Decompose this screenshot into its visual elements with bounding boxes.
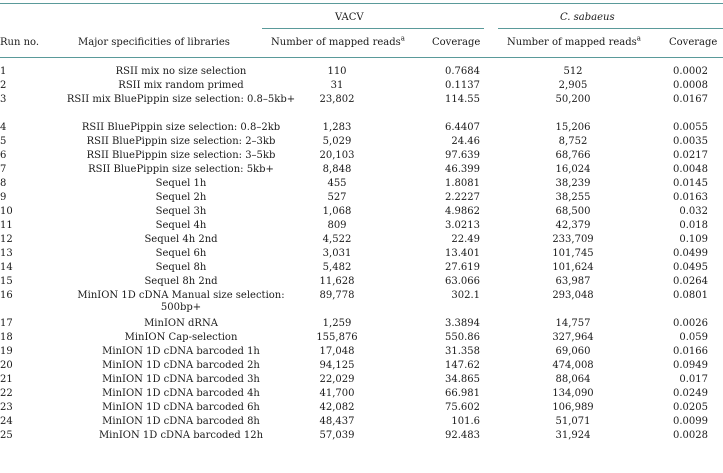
library-description: MinION 1D cDNA barcoded 2h [102,360,260,371]
coverage-vacv: 92.483 [445,430,480,441]
mapped-reads-csabaeus: 42,379 [555,220,591,231]
mapped-reads-vacv: 809 [327,220,347,231]
library-description: Sequel 8h 2nd [144,276,218,287]
mapped-reads-vacv: 17,048 [319,346,355,357]
coverage-csabaeus: 0.0801 [673,290,708,301]
mapped-reads-vacv: 527 [327,192,347,203]
library-description: Sequel 4h [155,220,207,231]
mapped-reads-csabaeus: 38,255 [555,192,591,203]
coverage-vacv: 75.602 [445,402,480,413]
coverage-csabaeus: 0.0026 [673,318,708,329]
coverage-csabaeus: 0.109 [679,234,708,245]
run-number: 16 [0,290,13,301]
library-description: RSII mix BluePippin size selection: 0.8–5kb+ [66,94,296,105]
coverage-vacv: 3.3894 [445,318,480,329]
run-number: 7 [0,164,7,175]
coverage-vacv: 31.358 [445,346,480,357]
mapped-reads-vacv: 5,029 [322,136,352,147]
coverage-vacv: 27.619 [445,262,480,273]
mapped-reads-csabaeus: 68,500 [555,206,591,217]
coverage-vacv: 0.7684 [445,66,480,77]
coverage-vacv: 3.0213 [445,220,480,231]
mapped-reads-csabaeus: 327,964 [552,332,594,343]
mapped-reads-vacv: 11,628 [319,276,355,287]
run-number: 8 [0,178,7,189]
library-description: RSII BluePippin size selection: 0.8–2kb [81,122,281,133]
mapped-reads-csabaeus: 31,924 [555,430,591,441]
library-description: Sequel 3h [155,206,207,217]
mapped-reads-vacv: 22,029 [319,374,355,385]
coverage-csabaeus: 0.0055 [673,122,708,133]
coverage-csabaeus: 0.0099 [673,416,708,427]
mapped-reads-vacv: 4,522 [322,234,352,245]
mapped-reads-csabaeus: 134,090 [552,388,594,399]
mapped-reads-vacv: 155,876 [316,332,358,343]
library-description: MinION 1D cDNA barcoded 4h [102,388,260,399]
coverage-csabaeus: 0.0949 [673,360,708,371]
coverage-csabaeus: 0.0163 [673,192,708,203]
group-header-vacv: VACV [335,12,364,23]
col-header-coverage-vacv: Coverage [432,37,481,48]
coverage-csabaeus: 0.018 [679,220,708,231]
mapped-reads-vacv: 3,031 [322,248,352,259]
library-description: RSII BluePippin size selection: 2–3kb [86,136,276,147]
mapped-reads-vacv: 41,700 [319,388,355,399]
library-description: RSII BluePippin size selection: 5kb+ [88,164,274,175]
run-number: 11 [0,220,13,231]
library-description: Sequel 2h [155,192,207,203]
mapped-reads-vacv: 23,802 [319,94,355,105]
run-number: 5 [0,136,7,147]
coverage-csabaeus: 0.0035 [673,136,708,147]
col-header-library: Major specificities of libraries [78,37,230,48]
library-description: RSII mix random primed [118,80,244,91]
run-number: 17 [0,318,13,329]
run-number: 4 [0,122,7,133]
run-number: 22 [0,388,13,399]
mapped-reads-vacv: 42,082 [319,402,355,413]
mapped-reads-csabaeus: 88,064 [555,374,591,385]
run-number: 15 [0,276,13,287]
coverage-vacv: 24.46 [451,136,480,147]
mapped-reads-vacv: 94,125 [319,360,355,371]
header-bottom-rule [0,57,723,58]
coverage-csabaeus: 0.0264 [673,276,708,287]
run-number: 6 [0,150,7,161]
coverage-csabaeus: 0.0028 [673,430,708,441]
mapped-reads-csabaeus: 38,239 [555,178,591,189]
mapped-reads-vacv: 1,068 [322,206,352,217]
mapped-reads-csabaeus: 233,709 [552,234,594,245]
mapped-reads-csabaeus: 50,200 [555,94,591,105]
coverage-csabaeus: 0.032 [679,206,708,217]
run-number: 12 [0,234,13,245]
run-number: 2 [0,80,7,91]
col-header-coverage-csabaeus: Coverage [669,37,718,48]
coverage-csabaeus: 0.0499 [673,248,708,259]
mapped-reads-csabaeus: 106,989 [552,402,594,413]
mapped-reads-vacv: 1,259 [322,318,352,329]
coverage-vacv: 6.4407 [445,122,480,133]
coverage-vacv: 97.639 [445,150,480,161]
coverage-vacv: 34.865 [445,374,480,385]
mapped-reads-csabaeus: 14,757 [555,318,591,329]
coverage-csabaeus: 0.0167 [673,94,708,105]
mapped-reads-vacv: 5,482 [322,262,352,273]
coverage-vacv: 101.6 [451,416,480,427]
library-description: MinION 1D cDNA Manual size selection: 500bp+ [77,290,285,313]
coverage-vacv: 0.1137 [445,80,480,91]
mapped-reads-vacv: 8,848 [322,164,352,175]
run-number: 1 [0,66,7,77]
mapped-reads-vacv: 110 [327,66,347,77]
csabaeus-group-rule [498,28,723,29]
run-number: 21 [0,374,13,385]
run-number: 24 [0,416,13,427]
mapped-reads-csabaeus: 2,905 [558,80,588,91]
run-number: 19 [0,346,13,357]
library-description: Sequel 8h [155,262,207,273]
run-number: 3 [0,94,7,105]
run-number: 9 [0,192,7,203]
col-header-run: Run no. [0,37,40,48]
group-header-csabaeus: C. sabaeus [560,12,615,23]
coverage-vacv: 22.49 [451,234,480,245]
mapped-reads-csabaeus: 68,766 [555,150,591,161]
mapped-reads-vacv: 89,778 [319,290,355,301]
mapped-reads-csabaeus: 101,745 [552,248,594,259]
library-description: Sequel 1h [155,178,207,189]
coverage-csabaeus: 0.059 [679,332,708,343]
run-number: 13 [0,248,13,259]
run-number: 20 [0,360,13,371]
coverage-csabaeus: 0.0205 [673,402,708,413]
vacv-group-rule [262,28,484,29]
coverage-csabaeus: 0.0495 [673,262,708,273]
coverage-vacv: 63.066 [445,276,480,287]
mapped-reads-vacv: 48,437 [319,416,355,427]
coverage-vacv: 46.399 [445,164,480,175]
coverage-vacv: 13.401 [445,248,480,259]
col-header-reads-vacv [271,34,405,49]
mapped-reads-csabaeus: 15,206 [555,122,591,133]
coverage-vacv: 550.86 [445,332,480,343]
coverage-csabaeus: 0.0048 [673,164,708,175]
coverage-vacv: 147.62 [445,360,480,371]
library-description: Sequel 6h [155,248,207,259]
coverage-vacv: 66.981 [445,388,480,399]
run-number: 10 [0,206,13,217]
mapped-reads-csabaeus: 8,752 [558,136,588,147]
library-description: MinION 1D cDNA barcoded 6h [102,402,260,413]
reads-csabaeus-label: Number of mapped reads [507,37,637,48]
run-number: 25 [0,430,13,441]
mapped-reads-csabaeus: 101,624 [552,262,594,273]
coverage-csabaeus: 0.0002 [673,66,708,77]
library-description: MinION Cap-selection [124,332,238,343]
library-description: RSII BluePippin size selection: 3–5kb [86,150,276,161]
reads-csabaeus-footnote-mark: a [636,34,641,43]
coverage-csabaeus: 0.0217 [673,150,708,161]
mapped-reads-vacv: 31 [330,80,344,91]
coverage-csabaeus: 0.0145 [673,178,708,189]
run-number: 14 [0,262,13,273]
mapped-reads-csabaeus: 69,060 [555,346,591,357]
mapped-reads-csabaeus: 51,071 [555,416,591,427]
library-description: MinION 1D cDNA barcoded 3h [102,374,260,385]
coverage-csabaeus: 0.0249 [673,388,708,399]
coverage-vacv: 1.8081 [445,178,480,189]
coverage-csabaeus: 0.017 [679,374,708,385]
mapped-reads-csabaeus: 293,048 [552,290,594,301]
library-description: RSII mix no size selection [115,66,247,77]
mapped-reads-csabaeus: 474,008 [552,360,594,371]
library-description: Sequel 4h 2nd [144,234,218,245]
library-description: MinION dRNA [144,318,218,329]
mapped-reads-csabaeus: 512 [563,66,583,77]
reads-vacv-footnote-mark: a [400,34,405,43]
library-description: MinION 1D cDNA barcoded 1h [102,346,260,357]
library-description: MinION 1D cDNA barcoded 12h [98,430,264,441]
coverage-vacv: 4.9862 [445,206,480,217]
coverage-vacv: 114.55 [445,94,480,105]
mapped-reads-csabaeus: 16,024 [555,164,591,175]
mapped-reads-csabaeus: 63,987 [555,276,591,287]
coverage-vacv: 2.2227 [445,192,480,203]
mapped-reads-vacv: 57,039 [319,430,355,441]
mapped-reads-vacv: 1,283 [322,122,352,133]
coverage-csabaeus: 0.0166 [673,346,708,357]
run-number: 18 [0,332,13,343]
coverage-vacv: 302.1 [451,290,480,301]
mapped-reads-vacv: 455 [327,178,347,189]
col-header-reads-csabaeus [507,34,641,49]
coverage-csabaeus: 0.0008 [673,80,708,91]
run-number: 23 [0,402,13,413]
table-top-rule [0,3,723,4]
reads-vacv-label: Number of mapped reads [271,37,401,48]
mapped-reads-vacv: 20,103 [319,150,355,161]
library-description: MinION 1D cDNA barcoded 8h [102,416,260,427]
